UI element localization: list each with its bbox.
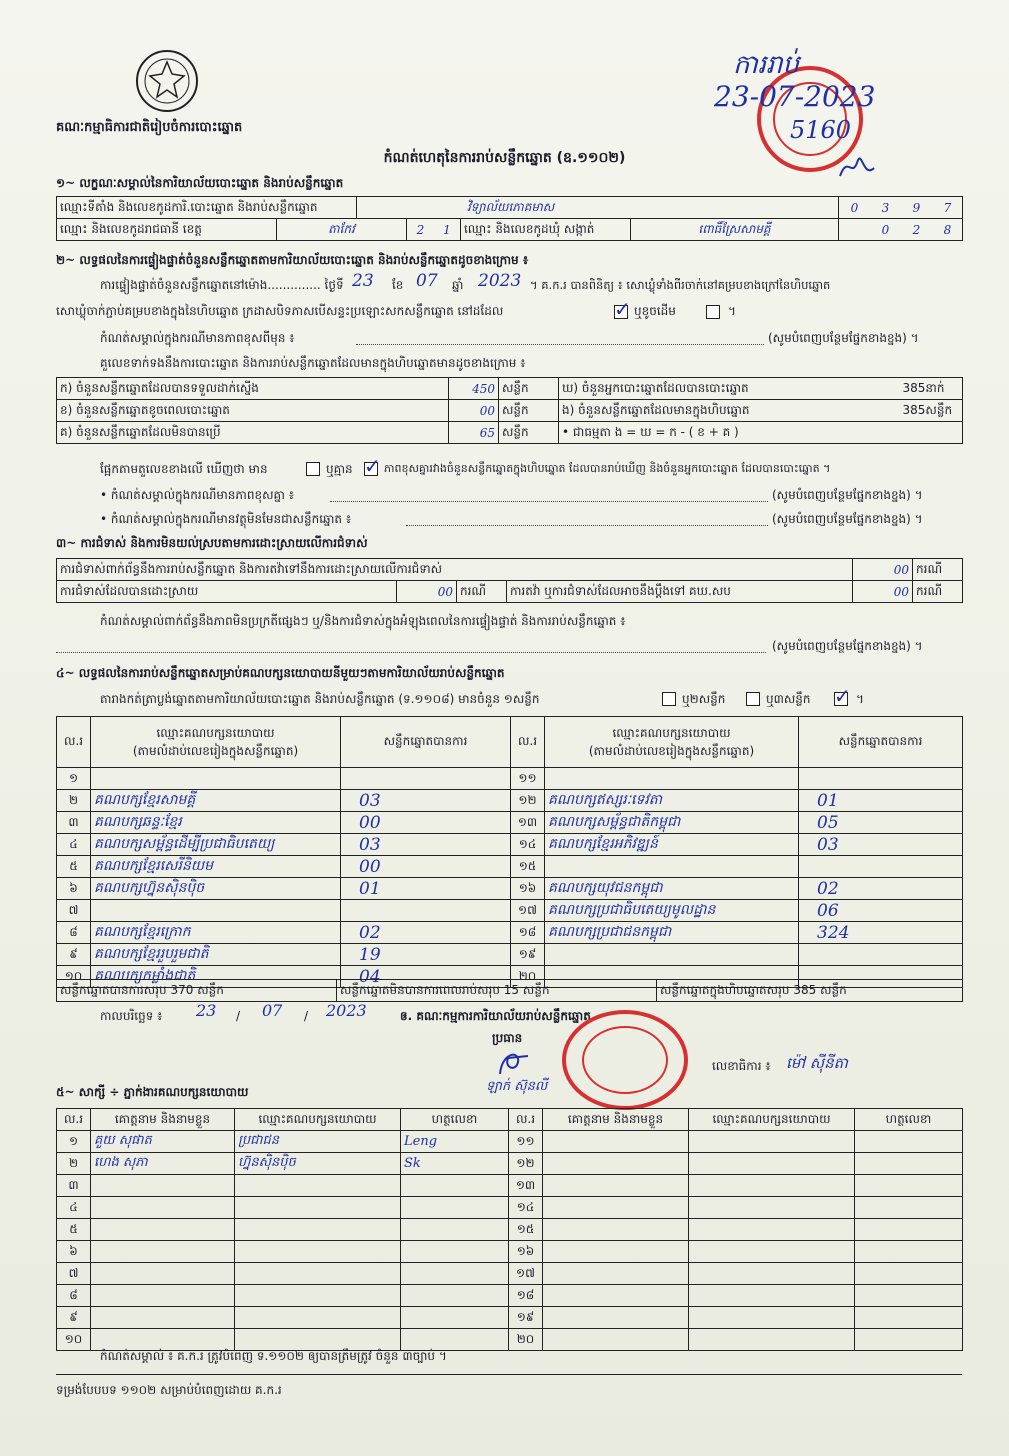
verify-time-text: ការផ្ទៀងផ្ទាត់ចំនួនសន្លឹកឆ្នោតនៅម៉ោង.............. ថ្ងៃទី: [100, 278, 344, 292]
witness-name: [543, 1285, 689, 1307]
party-result-row: [511, 900, 963, 922]
party-votes: 03: [799, 834, 963, 856]
party-votes: 01: [341, 878, 511, 900]
foreign-object-fill: (សូមបំពេញបន្ថែមផ្នែកខាងខ្នង) ។: [772, 512, 923, 526]
row-no: ១៣: [509, 1175, 543, 1197]
total-box-label: សន្លឹកឆ្នោតក្នុងហិបឆ្នោតសរុប: [660, 982, 790, 997]
stamp-date: 23-07-2023: [714, 80, 876, 113]
witness-name: [91, 1285, 235, 1307]
witness-name: [91, 1263, 235, 1285]
total-valid-value: 370: [170, 982, 194, 997]
ballot-count-report-sheet: គណៈកម្មាធិការជាតិរៀបចំការបោះឆ្នោត ការរាប់ 23-07-2023 5160 កំណត់ហេតុនៃការរាប់សន្លឹកឆ្នោត (ឧ.១១០២) ១~ លក្ខណៈសម្គាល់នៃការិយាល័យបោះឆ្នោត និងរាប់សន្លឹកឆ្នោត ឈ្មោះទីតាំង និងលេខកូដការិ.បោះឆ្នោត និងរាប់សន្លឹកឆ្នោត វិទ្យាល័យភោគមាស 0 3 9 7 ឈ្មោះ និងលេខកូដរាជធានី ខេត្ត តាកែវ 2 1 ឈ្មោះ និងលេខកូដឃុំ សង្កាត់ ពោធិ៍ស្រែសាមគ្គី 0 2 8 ២~ លទ្ធផលនៃការផ្ទៀងផ្ទាត់ចំនួនសន្លឹកឆ្នោតតាមការិយាល័យបោះឆ្នោត និងរាប់សន្លឹកឆ្នោតដូចខាងក្រោម ៖ ការផ្ទៀងផ្ទាត់ចំនួនសន្លឹកឆ្នោតនៅម៉ោង.............. ថ្ងៃទី 23 ខែ 07 ឆ្នាំ 2023 ។ គ.ក.រ បានពិនិត្យ ៖ សោឃ្លុំទាំងពីរចាក់នៅគម្របខាងក្រៅនៃហិបឆ្នោត សោឃ្លុំចាក់ភ្ជាប់គម្របខាងក្នុងនៃហិបឆ្នោត ក្រដាសបិទភាសបើសន្ទះប្រឡោះសកសន្លឹកឆ្នោត នៅដដែល ✓ ឬខូចដើម ។ កំណត់សម្គាល់ក្នុងករណីមានភាពខុសពីមុន ៖ (សូមបំពេញបន្ថែមផ្នែកខាងខ្នង) ។ គួលេខទាក់ទងនឹងការបោះឆ្នោត និងការរាប់សន្លឹកឆ្នោតដែលមានក្នុងហិបឆ្នោតមានដូចខាងក្រោម ៖ ក) ចំនួនសន្លឹកឆ្នោតដែលបានទទួលដាក់ស្នើង 450 សន្លឹក ឃ) ចំនួនអ្នកបោះឆ្នោតដែលបានបោះឆ្នោត 385នាក់ ខ) ចំនួនសន្លឹកឆ្នោតខូចពេលបោះឆ្នោត 00 សន្លឹក ង) ចំនួនសន្លឹកឆ្នោតដែលមានក្នុងហិបឆ្នោត 385សន្លឹក គ) ចំនួនសន្លឹកឆ្នោតដែលមិនបានប្រើ 65 សន្លឹក • ជាធម្មតា ង = ឃ = ក - ( ខ + គ ) ផ្អែកតាមតួលេខខាងលើ ឃើញថា មាន ឬគ្មាន ✓ ភាពខុសគ្នារវាងចំនួនសន្លឹកឆ្នោតក្នុងហិបឆ្នោត ដែលបានរាប់ឃើញ និងចំនួនអ្នកបោះឆ្នោត ដែលបានបោះឆ្នោត ។ • កំណត់សម្គាល់ក្នុងករណីមានភាពខុសគ្នា ៖ (សូមបំពេញបន្ថែមផ្នែកខាងខ្នង) ។ • កំណត់សម្គាល់ក្នុងករណីមានវត្ថុមិនមែនជាសន្លឹកឆ្នោត ៖ (សូមបំពេញបន្ថែមផ្នែកខាងខ្នង) ។ ៣~ ការជំទាស់ និងការមិនយល់ស្របតាមការដោះស្រាយលើការជំទាស់ ការជំទាស់ពាក់ព័ន្ធនឹងការរាប់សន្លឹកឆ្នោត និងការតវ៉ាទៅនឹងការដោះស្រាយលើការជំទាស់ 00 ករណី ការជំទាស់ដែលបានដោះស្រាយ 00 ករណី ការតវ៉ា ឬការជំទាស់ដែលអាចនឹងប្តឹងទៅ គឃ.សប 00 ករណី កំណត់សម្គាល់ពាក់ព័ន្ធនឹងភាពមិនប្រក្រតីផ្សេងៗ ឬ/និងការជំទាស់ក្នុងអំឡុងពេលនៃការផ្ទៀងផ្ទាត់ និងការរាប់សន្លឹកឆ្នោត ៖ (សូមបំពេញបន្ថែមផ្នែកខាងខ្នង) ។ ៤~ លទ្ធផលនៃការរាប់សន្លឹកឆ្នោតសម្រាប់គណបក្សនយោបាយនីមួយៗតាមការិយាល័យរាប់សន្លឹកឆ្នោត តារាងកត់ត្រាប្លង់ឆ្នោតតាមការិយាល័យបោះឆ្នោត និងរាប់សន្លឹកឆ្នោត (ទ.១១០៨) មានចំនួន ១សន្លឹក ឬ២សន្លឹក ឬ៣សន្លឹក ✓ ។ ល.រ ឈ្មោះគណបក្សនយោបាយ (តាមលំដាប់លេខរៀងក្នុងសន្លឹកឆ្នោត) សន្លឹកឆ្នោតបានការ ១ ២ គណបក្សខ្មែរសាមគ្គី 03 ៣ គណបក្សឆន្ទៈខ្មែរ 00 ៤ គណបក្សសម្ព័ន្ធដើម្បីប្រជាធិបតេយ្យ 03 ៥ គណបក្សខ្មែរសេរីនិយម 00 ៦ គណបក្សហ្វ៊ុនស៊ិនប៉ិច 01 ៧ ៨ គណបក្សខ្មែរក្រោក 02 ៩ គណបក្សខ្មែររួបរួមជាតិ 19 ១០ គណបក្សកម្លាំងជាតិ 04 ល.រ ឈ្មោះគណបក្សនយោបាយ (តាមលំដាប់លេខរៀងក្នុងសន្លឹកឆ្នោត) សន្លឹកឆ្នោតបានការ ១១ ១២ គណបក្សឥស្សរៈទេវតា 01 ១៣ គណបក្សសម្ព័ន្ធជាតិកម្ពុជា 05 ១៤ គណបក្សខ្មែរអភិវឌ្ឍន៍ 03 ១៥ ១៦ គណបក្សយុវជនកម្ពុជា 02 ១៧ គណបក្សប្រជាធិបតេយ្យមូលដ្ឋាន 06 ១៨ គណបក្សប្រជាជនកម្ពុជា 324 ១៩ ២០ សន្លឹកឆ្នោតបានការសរុប 370 សន្លឹក សន្លឹកឆ្នោតមិនបានការពេលរាប់សរុប 15 សន្លឹក សន្លឹកឆ្នោតក្នុងហិបឆ្នោតសរុប 385 សន្លឹក កាលបរិច្ឆេទ ៖ 23 / 07 / 2023 ឲ. គណៈកម្មការការិយាល័យរាប់សន្លឹកឆ្នោត ប្រធាន ឡាក់ ស៊ុនលី លេខាធិការ ៖ ម៉ៅ ស៊ីនីតា ៥~ សាក្សី ÷ ភ្នាក់ងារគណបក្សនយោបាយ ល.រ គោត្តនាម និងនាមខ្លួន ឈ្មោះគណបក្សនយោបាយ ហត្ថលេខា ១ គួយ សុផាត ប្រជាជន Leng ២ ហេង សុភា ហ្វ៊ុនស៊ិនប៉ិច Sk ៣ ៤ ៥ ៦ ៧ ៨ ៩ ១០ ល.រ គោត្តនាម និងនាមខ្លួន ឈ្មោះគណបក្សនយោបាយ ហត្ថលេខា ១១ ១២ ១៣ ១៤ ១៥ ១៦ ១៧ ១៨ ១៩ ២០ កំណត់សម្គាល់ ៖ គ.ក.រ ត្រូវបំពេញ ទ.១១០២ ឲ្យបានត្រឹមត្រូវ ចំនួន ៣ច្បាប់ ។ ទម្រង់បែបបទ ១១០២ សម្រាប់បំពេញដោយ គ.ក.រ: [0, 0, 1009, 1456]
row-no: ៦: [57, 878, 91, 900]
discrepancy-text-2: ភាពខុសគ្នារវាងចំនួនសន្លឹកឆ្នោតក្នុងហិបឆ្នោត ដែលបានរាប់ឃើញ និងចំនួនអ្នកបោះឆ្នោត ដែលបានបោះឆ្នោត ។: [384, 462, 831, 475]
witness-party: [235, 1197, 401, 1219]
witness-row: [57, 1153, 509, 1175]
witness-row: [57, 1263, 509, 1285]
party-votes: 04: [341, 966, 511, 988]
chair-signature-icon: [494, 1046, 534, 1080]
witness-signature: [855, 1197, 963, 1219]
witness-signature: [855, 1329, 963, 1351]
nec-emblem-icon: [134, 48, 200, 114]
col-party: ឈ្មោះគណបក្សនយោបាយ: [612, 726, 731, 740]
witness-signature: [855, 1153, 963, 1175]
party-name: គណបក្សខ្មែរសាមគ្គី: [91, 790, 341, 812]
party-votes: 03: [341, 834, 511, 856]
col-no: ល.រ: [57, 717, 91, 768]
witness-row: [57, 1131, 509, 1153]
row-no: ១: [57, 768, 91, 790]
witness-party: [235, 1285, 401, 1307]
row-no: ៤: [57, 834, 91, 856]
party-name: គណបក្សឥស្សរៈទេវតា: [545, 790, 799, 812]
chair-label: ប្រធាន: [492, 1031, 523, 1045]
witness-signature: Leng: [401, 1131, 509, 1153]
verify-month: 07: [416, 271, 438, 291]
row-no: ១៤: [511, 834, 545, 856]
resolved-label: ការជំទាស់ដែលបានដោះស្រាយ: [57, 581, 397, 603]
figure-label: ង) ចំនួនសន្លឹកឆ្នោតដែលមានក្នុងហិបឆ្នោត: [559, 400, 903, 422]
witness-name: [543, 1329, 689, 1351]
row-no: ៧: [57, 900, 91, 922]
row-no: ១២: [509, 1153, 543, 1175]
ballot-figures-row: [57, 422, 963, 444]
party-result-row: [511, 790, 963, 812]
row-no: ១៥: [511, 856, 545, 878]
witness-signature: [401, 1263, 509, 1285]
figure-unit: សន្លឹក: [499, 378, 559, 400]
polling-station-code: 0 3 9 7: [839, 197, 963, 219]
witness-signature: [401, 1285, 509, 1307]
party-votes: [799, 856, 963, 878]
row-no: ២: [57, 790, 91, 812]
witness-party: [689, 1307, 855, 1329]
witness-row: [509, 1263, 963, 1285]
witness-name: [91, 1241, 235, 1263]
witness-party: [235, 1175, 401, 1197]
witness-party: ហ្វ៊ុនស៊ិនប៉ិច: [235, 1153, 401, 1175]
authority-name: គណៈកម្មាធិការជាតិរៀបចំការបោះឆ្នោត: [56, 120, 243, 135]
witness-signature: [401, 1197, 509, 1219]
row-no: ៦: [57, 1241, 91, 1263]
witness-name: [543, 1175, 689, 1197]
one-sheet-checkbox[interactable]: [662, 692, 676, 706]
party-result-row: [511, 922, 963, 944]
witness-party: [689, 1263, 855, 1285]
party-result-row: [511, 856, 963, 878]
committee-label: ឲ. គណៈកម្មការការិយាល័យរាប់សន្លឹកឆ្នោត: [400, 1009, 591, 1023]
witness-signature: [401, 1241, 509, 1263]
witness-signature: [855, 1131, 963, 1153]
col-party: ឈ្មោះគណបក្សនយោបាយ: [689, 1109, 855, 1131]
row-no: ១៦: [511, 878, 545, 900]
row-no: ១: [57, 1131, 91, 1153]
col-name: គោត្តនាម និងនាមខ្លួន: [543, 1109, 689, 1131]
col-no: ល.រ: [509, 1109, 543, 1131]
no-difference-check-mark-icon: ✓: [364, 454, 381, 478]
witness-signature: [855, 1307, 963, 1329]
has-difference-checkbox[interactable]: [306, 462, 320, 476]
row-no: ១៧: [509, 1263, 543, 1285]
foreign-object-bullet: • កំណត់សម្គាល់ក្នុងករណីមានវត្ថុមិនមែនជាសន្លឹកឆ្នោត ៖: [100, 512, 352, 526]
party-votes: 03: [341, 790, 511, 812]
party-result-row: [57, 768, 511, 790]
section2-title: ២~ លទ្ធផលនៃការផ្ទៀងផ្ទាត់ចំនួនសន្លឹកឆ្នោតតាមការិយាល័យបោះឆ្នោត និងរាប់សន្លឹកឆ្នោតដូចខាងក្រោម ៖: [56, 253, 529, 267]
witness-row: [57, 1241, 509, 1263]
objection-unit: ករណី: [913, 559, 963, 581]
total-box-value: 385: [793, 982, 817, 997]
col-party: ឈ្មោះគណបក្សនយោបាយ: [235, 1109, 401, 1131]
discrepancy-text: ផ្អែកតាមតួលេខខាងលើ ឃើញថា មាន: [100, 462, 268, 476]
commune-code: 0 2 8: [839, 219, 963, 241]
party-votes: 01: [799, 790, 963, 812]
witness-party: [689, 1219, 855, 1241]
party-result-row: [511, 768, 963, 790]
footnote: កំណត់សម្គាល់ ៖ គ.ក.រ ត្រូវបំពេញ ទ.១១០២ ឲ្យបានត្រឹមត្រូវ ចំនួន ៣ច្បាប់ ។: [100, 1349, 447, 1363]
witness-row: [57, 1285, 509, 1307]
row-no: ១៣: [511, 812, 545, 834]
row-no: ២: [57, 1153, 91, 1175]
commune-label: ឈ្មោះ និងលេខកូដឃុំ សង្កាត់: [461, 219, 631, 241]
date-day: 23: [196, 1001, 217, 1020]
party-result-row: [57, 900, 511, 922]
province-label: ឈ្មោះ និងលេខកូដរាជធានី ខេត្ត: [57, 219, 277, 241]
witness-table-right: [508, 1108, 963, 1351]
totals-row: សន្លឹកឆ្នោតបានការសរុប 370 សន្លឹក សន្លឹកឆ្នោតមិនបានការពេលរាប់សរុប 15 សន្លឹក សន្លឹកឆ្នោតក្នុងហិបឆ្នោតសរុប 385 សន្លឹក: [56, 979, 963, 1002]
party-result-row: [57, 878, 511, 900]
witness-signature: Sk: [401, 1153, 509, 1175]
section4-title: ៤~ លទ្ធផលនៃការរាប់សន្លឹកឆ្នោតសម្រាប់គណបក្សនយោបាយនីមួយៗតាមការិយាល័យរាប់សន្លឹកឆ្នោត: [56, 666, 505, 680]
page-title: កំណត់ហេតុនៃការរាប់សន្លឹកឆ្នោត (ឧ.១១០២): [383, 150, 626, 166]
witness-party: [689, 1285, 855, 1307]
polling-station-label: ឈ្មោះទីតាំង និងលេខកូដការិ.បោះឆ្នោត និងរាប់សន្លឹកឆ្នោត: [57, 197, 357, 219]
appeal-label: ការតវ៉ា ឬការជំទាស់ដែលអាចនឹងប្តឹងទៅ គឃ.សប: [507, 581, 853, 603]
witness-name: [543, 1263, 689, 1285]
intact-check-mark-icon: ✓: [614, 297, 631, 321]
party-name: គណបក្សខ្មែរសេរីនិយម: [91, 856, 341, 878]
row-no: ១០: [57, 1329, 91, 1351]
polling-station-name: វិទ្យាល័យភោគមាស: [357, 197, 839, 219]
section5-title: ៥~ សាក្សី ÷ ភ្នាក់ងារគណបក្សនយោបាយ: [56, 1085, 249, 1099]
date-label: កាលបរិច្ឆេទ ៖: [100, 1009, 163, 1023]
ballot-figures-row: ក) ចំនួនសន្លឹកឆ្នោតដែលបានទទួលដាក់ស្នើង 450 សន្លឹក ឃ) ចំនួនអ្នកបោះឆ្នោតដែលបានបោះឆ្នោត 385នាក់: [57, 378, 963, 400]
col-no: ល.រ: [511, 717, 545, 768]
party-name: គណបក្សឆន្ទៈខ្មែរ: [91, 812, 341, 834]
row-no: ២០: [509, 1329, 543, 1351]
witness-signature: [855, 1263, 963, 1285]
ballot-figures-row: ខ) ចំនួនសន្លឹកឆ្នោតខូចពេលបោះឆ្នោត 00 សន្លឹក ង) ចំនួនសន្លឹកឆ្នោតដែលមានក្នុងហិបឆ្នោត 385សន្លឹក: [57, 400, 963, 422]
party-votes: 02: [799, 878, 963, 900]
figure-unit: សន្លឹក: [499, 400, 559, 422]
province-code: 2 1: [407, 219, 461, 241]
party-name: គណបក្សសម្ព័ន្ធដើម្បីប្រជាធិបតេយ្យ: [91, 834, 341, 856]
party-votes: [799, 944, 963, 966]
party-votes: [799, 768, 963, 790]
witness-party: [235, 1241, 401, 1263]
party-result-row: [57, 856, 511, 878]
verify-year: 2023: [478, 271, 522, 291]
witness-party: [689, 1241, 855, 1263]
party-result-row: [57, 944, 511, 966]
witness-row: [57, 1219, 509, 1241]
witness-party: [235, 1219, 401, 1241]
col-name: គោត្តនាម និងនាមខ្លួន: [91, 1109, 235, 1131]
figure-label: ឃ) ចំនួនអ្នកបោះឆ្នោតដែលបានបោះឆ្នោត: [559, 378, 903, 400]
section3-title: ៣~ ការជំទាស់ និងការមិនយល់ស្របតាមការដោះស្រាយលើការជំទាស់: [56, 536, 368, 550]
witness-party: [235, 1263, 401, 1285]
witness-row: [57, 1197, 509, 1219]
party-name: គណបក្សកម្លាំងជាតិ: [91, 966, 341, 988]
date-year: 2023: [326, 1001, 367, 1020]
party-name: គណបក្សប្រជាជនកម្ពុជា: [545, 922, 799, 944]
damaged-checkbox[interactable]: [706, 305, 720, 319]
row-no: ៩: [57, 944, 91, 966]
col-no: ល.រ: [57, 1109, 91, 1131]
witness-row: [509, 1131, 963, 1153]
stamp-top-text: ការរាប់: [733, 50, 800, 80]
party-results-table-left: [56, 716, 511, 988]
two-sheets-checkbox[interactable]: [746, 692, 760, 706]
figures-intro: គួលេខទាក់ទងនឹងការបោះឆ្នោត និងការរាប់សន្លឹកឆ្នោតដែលមានក្នុងហិបឆ្នោតមានដូចខាងក្រោម ៖: [100, 356, 526, 370]
party-result-row: [57, 790, 511, 812]
section1-title: ១~ លក្ខណៈសម្គាល់នៃការិយាល័យបោះឆ្នោត និងរាប់សន្លឹកឆ្នោត: [56, 176, 344, 190]
difference-bullet-fill: (សូមបំពេញបន្ថែមផ្នែកខាងខ្នង) ។: [772, 488, 923, 502]
row-no: ៧: [57, 1263, 91, 1285]
party-name: [545, 944, 799, 966]
witness-party: [689, 1131, 855, 1153]
three-sheets-label: ឬ៣សន្លឹក: [766, 692, 811, 706]
row-no: ១០: [57, 966, 91, 988]
row-no: ១១: [511, 768, 545, 790]
witness-row: [509, 1241, 963, 1263]
witness-party: ប្រជាជន: [235, 1131, 401, 1153]
party-name: [91, 768, 341, 790]
witness-party: [235, 1307, 401, 1329]
difference-bullet: • កំណត់សម្គាល់ក្នុងករណីមានភាពខុសគ្នា ៖: [100, 488, 295, 502]
party-votes: 02: [341, 922, 511, 944]
witness-row: [509, 1153, 963, 1175]
party-name: គណបក្សហ្វ៊ុនស៊ិនប៉ិច: [91, 878, 341, 900]
party-result-row: [57, 834, 511, 856]
witness-row: [509, 1175, 963, 1197]
chair-name: ឡាក់ ស៊ុនលី: [486, 1079, 548, 1094]
difference-note-label: កំណត់សម្គាល់ក្នុងករណីមានភាពខុសពីមុន ៖: [100, 331, 295, 345]
witness-party: [689, 1197, 855, 1219]
form-footer: ទម្រង់បែបបទ ១១០២ សម្រាប់បំពេញដោយ គ.ក.រ: [56, 1383, 282, 1397]
section1-table-row2: [56, 218, 963, 241]
row-no: ១៩: [511, 944, 545, 966]
party-result-row: [511, 878, 963, 900]
witness-signature: [855, 1285, 963, 1307]
party-name: គណបក្សខ្មែរអភិវឌ្ឍន៍: [545, 834, 799, 856]
witness-table-left: [56, 1108, 509, 1351]
witness-signature: [401, 1307, 509, 1329]
witness-row: [57, 1307, 509, 1329]
col-party-sub: (តាមលំដាប់លេខរៀងក្នុងសន្លឹកឆ្នោត): [132, 744, 299, 758]
witness-row: [509, 1307, 963, 1329]
stamp-bottom-text: 5160: [790, 116, 852, 144]
party-name: [545, 856, 799, 878]
verify-year-label: ឆ្នាំ: [452, 278, 464, 292]
party-votes: 19: [341, 944, 511, 966]
total-invalid-label: សន្លឹកឆ្នោតមិនបានការពេលរាប់សរុប: [340, 982, 500, 997]
three-sheets-check-mark-icon: ✓: [834, 684, 851, 708]
row-no: ៨: [57, 922, 91, 944]
witness-signature: [401, 1175, 509, 1197]
row-no: ១៩: [509, 1307, 543, 1329]
row-no: ១១: [509, 1131, 543, 1153]
row-no: ១៨: [511, 922, 545, 944]
difference-note-fill: (សូមបំពេញបន្ថែមផ្នែកខាងខ្នង) ។: [768, 331, 919, 345]
witness-row: [57, 1175, 509, 1197]
witness-signature: [401, 1219, 509, 1241]
col-sign: ហត្ថលេខា: [401, 1109, 509, 1131]
witness-name: [91, 1307, 235, 1329]
row-no: ៣: [57, 1175, 91, 1197]
party-votes: 06: [799, 900, 963, 922]
witness-party: [689, 1329, 855, 1351]
appeal-unit: ករណី: [913, 581, 963, 603]
figure-value: 385: [902, 380, 926, 395]
witness-row: [509, 1329, 963, 1351]
witness-name: [543, 1307, 689, 1329]
tally-sheet-text: តារាងកត់ត្រាប្លង់ឆ្នោតតាមការិយាល័យបោះឆ្នោត និងរាប់សន្លឹកឆ្នោត (ទ.១១០៨) មានចំនួន ១សន្លឹក: [100, 692, 540, 706]
party-name: គណបក្សខ្មែររួបរួមជាតិ: [91, 944, 341, 966]
party-result-row: [511, 944, 963, 966]
figure-unit: សន្លឹក: [499, 422, 559, 444]
witness-row: [509, 1219, 963, 1241]
row-no: ៥: [57, 1219, 91, 1241]
witness-signature: [855, 1219, 963, 1241]
witness-party: [689, 1175, 855, 1197]
no-difference-label: ឬគ្មាន: [326, 462, 353, 476]
figure-value: 450: [449, 378, 499, 400]
commune-name: ពោធិ៍ស្រែសាមគ្គី: [631, 219, 839, 241]
committee-stamp: [562, 1010, 688, 1110]
figure-value: 65: [449, 422, 499, 444]
witness-name: [543, 1131, 689, 1153]
witness-row: [509, 1197, 963, 1219]
ballot-figures-table: [56, 377, 963, 444]
party-result-row: [57, 922, 511, 944]
party-votes: 324: [799, 922, 963, 944]
row-no: ៥: [57, 856, 91, 878]
resolved-unit: ករណី: [457, 581, 507, 603]
secretary-name: ម៉ៅ ស៊ីនីតា: [786, 1054, 848, 1072]
party-result-row: [511, 834, 963, 856]
col-sign: ហត្ថលេខា: [855, 1109, 963, 1131]
witness-row: [509, 1285, 963, 1307]
party-name: [91, 900, 341, 922]
party-results-table-right: [510, 716, 963, 988]
figure-value: 00: [449, 400, 499, 422]
party-votes: [341, 900, 511, 922]
date-month: 07: [262, 1001, 283, 1020]
party-name: គណបក្សសម្ព័ន្ធជាតិកម្ពុជា: [545, 812, 799, 834]
row-no: ២០: [511, 966, 545, 988]
witness-name: [91, 1219, 235, 1241]
witness-name: [543, 1197, 689, 1219]
objections-table: [56, 558, 963, 603]
party-votes: 00: [341, 856, 511, 878]
witness-signature: [855, 1241, 963, 1263]
secretary-label: លេខាធិការ ៖: [712, 1059, 771, 1073]
figure-label: ក) ចំនួនសន្លឹកឆ្នោតដែលបានទទួលដាក់ស្នើង: [57, 378, 449, 400]
party-votes: 05: [799, 812, 963, 834]
row-no: ៩: [57, 1307, 91, 1329]
party-result-row: [511, 812, 963, 834]
row-no: ៨: [57, 1285, 91, 1307]
witness-name: ហេង សុភា: [91, 1153, 235, 1175]
verify-day: 23: [352, 271, 374, 291]
verify-seal-text: សោឃ្លុំចាក់ភ្ជាប់គម្របខាងក្នុងនៃហិបឆ្នោត ក្រដាសបិទភាសបើសន្ទះប្រឡោះសកសន្លឹកឆ្នោត នៅដដែល: [56, 304, 504, 318]
formula-note: • ជាធម្មតា ង = ឃ = ក - ( ខ + គ ): [559, 422, 963, 444]
row-no: ១៥: [509, 1219, 543, 1241]
total-invalid-value: 15: [503, 982, 520, 997]
col-party: ឈ្មោះគណបក្សនយោបាយ: [156, 726, 275, 740]
party-votes: [341, 768, 511, 790]
damaged-label: ឬខូចដើម: [634, 304, 676, 318]
row-no: ១៧: [511, 900, 545, 922]
row-no: ១៦: [509, 1241, 543, 1263]
row-no: ៤: [57, 1197, 91, 1219]
figure-label: ខ) ចំនួនសន្លឹកឆ្នោតខូចពេលបោះឆ្នោត: [57, 400, 449, 422]
party-name: គណបក្សប្រជាធិបតេយ្យមូលដ្ឋាន: [545, 900, 799, 922]
party-name: គណបក្សយុវជនកម្ពុជា: [545, 878, 799, 900]
row-no: ១៤: [509, 1197, 543, 1219]
irregularity-note-label: កំណត់សម្គាល់ពាក់ព័ន្ធនឹងភាពមិនប្រក្រតីផ្សេងៗ ឬ/និងការជំទាស់ក្នុងអំឡុងពេលនៃការផ្ទៀងផ្ទាត់ និងការរាប់សន្លឹកឆ្នោត ៖: [100, 614, 626, 628]
witness-name: [543, 1153, 689, 1175]
col-votes: សន្លឹកឆ្នោតបានការ: [341, 717, 511, 768]
irregularity-note-fill: (សូមបំពេញបន្ថែមផ្នែកខាងខ្នង) ។: [772, 639, 923, 653]
witness-name: [543, 1241, 689, 1263]
row-no: ១២: [511, 790, 545, 812]
row-no: ១៨: [509, 1285, 543, 1307]
witness-name: [91, 1197, 235, 1219]
province-name: តាកែវ: [277, 219, 407, 241]
figure-label: គ) ចំនួនសន្លឹកឆ្នោតដែលមិនបានប្រើ: [57, 422, 449, 444]
party-votes: 00: [341, 812, 511, 834]
party-name: [545, 768, 799, 790]
witness-party: [689, 1153, 855, 1175]
witness-name: [91, 1175, 235, 1197]
total-valid-label: សន្លឹកឆ្នោតបានការសរុប: [60, 982, 167, 997]
verify-locks-text: ។ គ.ក.រ បានពិនិត្យ ៖ សោឃ្លុំទាំងពីរចាក់នៅគម្របខាងក្រៅនៃហិបឆ្នោត: [530, 278, 831, 292]
objection-count: 00: [853, 559, 913, 581]
two-sheets-label: ឬ២សន្លឹក: [682, 692, 726, 706]
verify-month-label: ខែ: [392, 278, 404, 292]
resolved-count: 00: [397, 581, 457, 603]
figure-value: 385: [902, 402, 926, 417]
appeal-count: 00: [853, 581, 913, 603]
row-no: ៣: [57, 812, 91, 834]
witness-name: [543, 1219, 689, 1241]
objection-label: ការជំទាស់ពាក់ព័ន្ធនឹងការរាប់សន្លឹកឆ្នោត និងការតវ៉ាទៅនឹងការដោះស្រាយលើការជំទាស់: [57, 559, 853, 581]
col-party-sub: (តាមលំដាប់លេខរៀងក្នុងសន្លឹកឆ្នោត): [588, 744, 755, 758]
section1-table: [56, 196, 963, 219]
party-name: គណបក្សខ្មែរក្រោក: [91, 922, 341, 944]
witness-name: គួយ សុផាត: [91, 1131, 235, 1153]
party-result-row: [57, 812, 511, 834]
col-votes: សន្លឹកឆ្នោតបានការ: [799, 717, 963, 768]
witness-signature: [855, 1175, 963, 1197]
